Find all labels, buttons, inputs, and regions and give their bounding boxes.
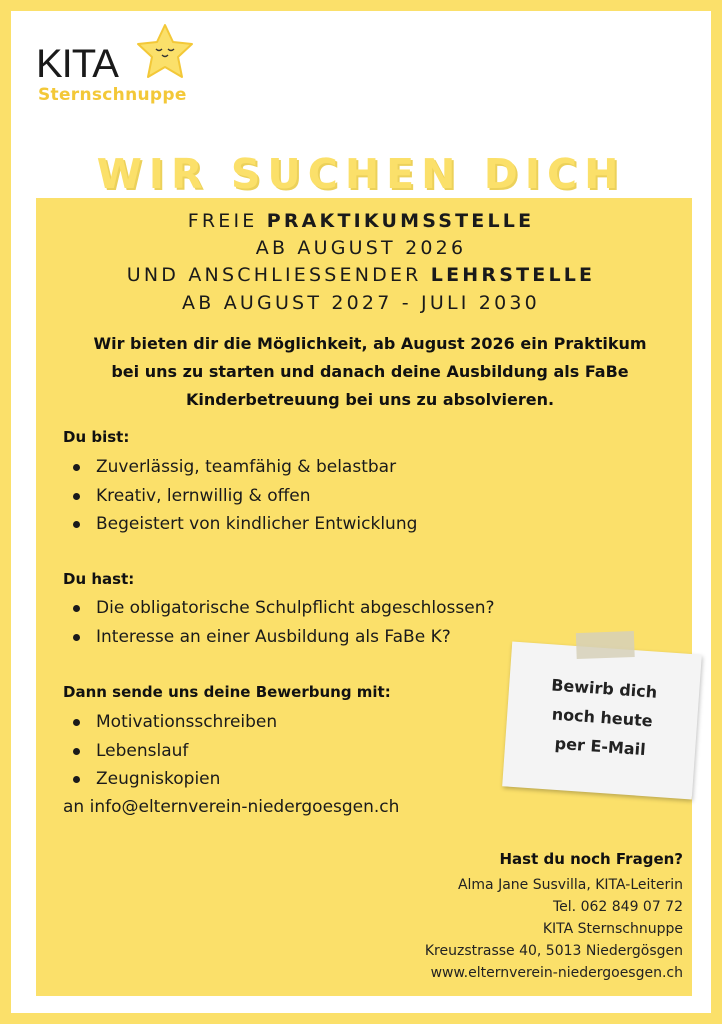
- list-item: Motivationsschreiben: [70, 708, 277, 737]
- offer-line-1-prefix: FREIE: [187, 210, 267, 232]
- sticky-note: [502, 642, 702, 800]
- du-bist-title: Du bist:: [63, 428, 130, 446]
- offer-line-4: AB AUGUST 2027 - JULI 2030: [182, 292, 540, 314]
- note-line-2: noch heute: [551, 704, 654, 731]
- offer-line-1-bold: PRAKTIKUMSSTELLE: [266, 210, 535, 232]
- tape-strip: [576, 631, 635, 659]
- contact-block: [283, 850, 683, 984]
- contact-question: Hast du noch Fragen?: [499, 850, 683, 868]
- headline: WIR SUCHEN DICH: [96, 150, 626, 198]
- list-item: Interesse an einer Ausbildung als FaBe K?: [70, 623, 495, 652]
- contact-org: KITA Sternschnuppe: [542, 921, 683, 937]
- du-hast-list: [70, 594, 495, 651]
- intro-line-2: bei uns zu starten und danach deine Ausbildung als FaBe: [111, 362, 629, 381]
- kita-logo: [34, 22, 234, 117]
- du-hast-title: Du hast:: [63, 570, 135, 588]
- list-item: Die obligatorische Schulpflicht abgeschlossen?: [70, 594, 495, 623]
- note-line-3: per E-Mail: [554, 733, 647, 760]
- list-item: Zuverlässig, teamfähig & belastbar: [70, 453, 417, 482]
- offer-line-3: [0, 264, 722, 286]
- logo-wordmark: KITA: [36, 42, 118, 86]
- bewerbung-list: [70, 708, 277, 794]
- note-line-1: Bewirb dich: [550, 675, 658, 702]
- intro-line-3: Kinderbetreuung bei uns zu absolvieren.: [185, 390, 555, 409]
- email-line: an info@elternverein-niedergoesgen.ch: [63, 797, 400, 817]
- logo-subtitle: Sternschnuppe: [38, 85, 187, 105]
- intro-line-1: Wir bieten dir die Möglichkeit, ab August 2026 ein Praktikum: [93, 334, 647, 353]
- offer-line-1: [0, 210, 722, 232]
- note-text: [504, 667, 700, 767]
- offer-line-2: AB AUGUST 2026: [255, 237, 467, 259]
- contact-address: Kreuzstrasse 40, 5013 Niedergösgen: [424, 943, 683, 959]
- list-item: Zeugniskopien: [70, 765, 277, 794]
- list-item: Lebenslauf: [70, 737, 277, 766]
- intro-text: [60, 330, 680, 414]
- star-icon: [134, 22, 196, 84]
- bewerbung-title: Dann sende uns deine Bewerbung mit:: [63, 683, 391, 701]
- contact-name: Alma Jane Susvilla, KITA-Leiterin: [457, 877, 683, 893]
- list-item: Kreativ, lernwillig & offen: [70, 482, 417, 511]
- offer-line-3-bold: LEHRSTELLE: [430, 264, 596, 286]
- contact-phone: Tel. 062 849 07 72: [553, 899, 683, 915]
- contact-website: www.elternverein-niedergoesgen.ch: [430, 965, 683, 981]
- list-item: Begeistert von kindlicher Entwicklung: [70, 510, 417, 539]
- offer-line-3-prefix: UND ANSCHLIESSENDER: [126, 264, 431, 286]
- du-bist-list: [70, 453, 417, 539]
